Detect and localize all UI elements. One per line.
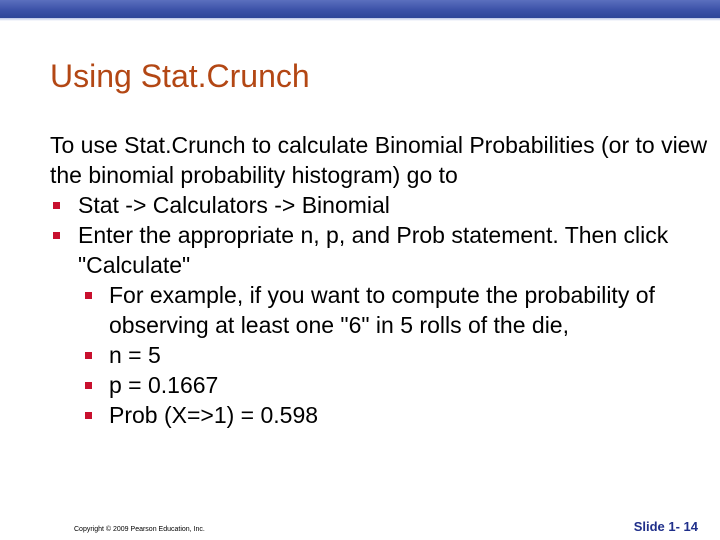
header-bar-shadow xyxy=(0,18,720,21)
sub-bullet-item xyxy=(50,400,710,430)
bullet-item xyxy=(50,220,710,280)
copyright-notice: Copyright © 2009 Pearson Education, Inc. xyxy=(74,526,205,533)
slide-number: Slide 1- 14 xyxy=(633,519,698,534)
bullet-item xyxy=(50,190,710,220)
slide-body xyxy=(50,130,710,430)
bullet-text: Enter the appropriate n, p, and Prob statement. Then click "Calculate" xyxy=(78,222,669,278)
sub-bullet-item xyxy=(50,370,710,400)
sub-bullet-item xyxy=(50,340,710,370)
bullet-text: Stat -> Calculators -> Binomial xyxy=(78,192,390,218)
sub-bullet-text: n = 5 xyxy=(109,342,161,368)
square-bullet-icon xyxy=(85,382,92,389)
slide-title: Using Stat.Crunch xyxy=(50,58,310,94)
square-bullet-icon xyxy=(85,412,92,419)
sub-bullet-text: p = 0.1667 xyxy=(109,372,219,398)
sub-bullet-item xyxy=(50,280,710,340)
square-bullet-icon xyxy=(85,352,92,359)
square-bullet-icon xyxy=(85,292,92,299)
square-bullet-icon xyxy=(53,202,60,209)
square-bullet-icon xyxy=(53,232,60,239)
sub-bullet-text: For example, if you want to compute the probability of observing at least one "6" in 5 rolls of the die, xyxy=(109,282,655,338)
header-bar xyxy=(0,0,720,18)
sub-bullet-text: Prob (X=>1) = 0.598 xyxy=(109,402,319,428)
intro-paragraph: To use Stat.Crunch to calculate Binomial Probabilities (or to view the binomial probability histogram) go to xyxy=(50,132,708,188)
